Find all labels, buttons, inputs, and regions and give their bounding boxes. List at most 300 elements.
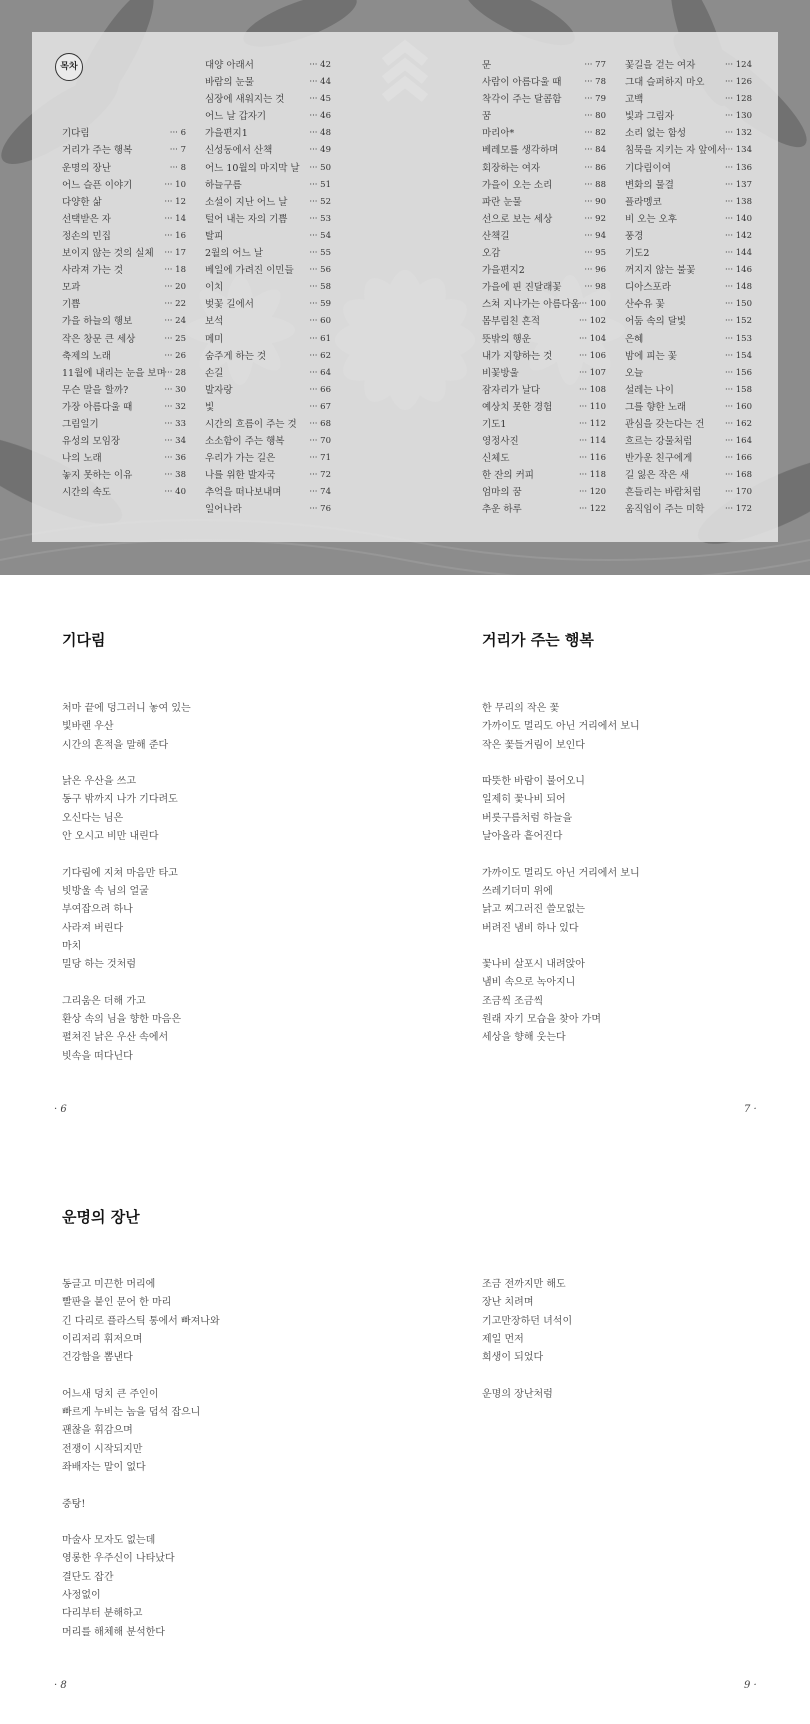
poem-line: 가까이도 멀리도 아닌 거리에서 보니 bbox=[482, 867, 640, 879]
toc-entry-title: 가을편지2 bbox=[482, 265, 525, 277]
toc-entry-title: 반가운 친구에게 bbox=[625, 453, 693, 465]
toc-entry-page: ··· 116 bbox=[578, 453, 606, 464]
toc-entry bbox=[205, 501, 331, 518]
toc-entry bbox=[205, 484, 331, 501]
toc-entry-title: 가을에 핀 진달래꽃 bbox=[482, 282, 562, 294]
poem-line: 낡은 우산을 쓰고 bbox=[62, 776, 136, 788]
toc-entry-page: ··· 64 bbox=[309, 367, 331, 378]
toc-entry bbox=[625, 382, 752, 399]
toc-entry-page: ··· 50 bbox=[309, 162, 331, 173]
stanza-break bbox=[62, 1367, 220, 1385]
poem-line: 빛바랜 우산 bbox=[62, 721, 114, 733]
toc-entry-page: ··· 60 bbox=[309, 316, 331, 327]
toc-entry bbox=[205, 416, 331, 433]
toc-entry-title: 오감 bbox=[482, 248, 501, 260]
toc-entry-title: 스쳐 지나가는 아름다움 bbox=[482, 299, 580, 311]
toc-entry-title: 선택받은 자 bbox=[62, 213, 111, 225]
poem-line: 희생이 되었다 bbox=[482, 1352, 544, 1364]
toc-entry-page: ··· 90 bbox=[584, 196, 606, 207]
toc-entry-page: ··· 32 bbox=[164, 401, 186, 412]
toc-entry-title: 이치 bbox=[205, 282, 224, 294]
toc-entry-page: ··· 56 bbox=[309, 265, 331, 276]
toc-entry bbox=[205, 142, 331, 159]
toc-entry bbox=[625, 91, 752, 108]
toc-entry-title: 꽃길을 걷는 여자 bbox=[625, 60, 696, 71]
toc-entry bbox=[205, 382, 331, 399]
toc-entry-title: 엄마의 꿈 bbox=[482, 487, 522, 499]
toc-entry-page: ··· 96 bbox=[584, 265, 606, 276]
toc-entry bbox=[625, 125, 752, 142]
toc-entry-title: 회장하는 여자 bbox=[482, 162, 541, 174]
toc-entry bbox=[482, 501, 606, 518]
poem-line: 그리움은 더해 가고 bbox=[62, 995, 146, 1007]
toc-entry-page: ··· 120 bbox=[578, 487, 606, 498]
toc-entry-title: 그를 향한 노래 bbox=[625, 401, 687, 413]
toc-entry-title: 털어 내는 자의 기쁨 bbox=[205, 213, 288, 225]
toc-entry-title: 정손의 민집 bbox=[62, 230, 111, 242]
poem-line: 부여잡으려 하나 bbox=[62, 904, 133, 916]
poem-line: 조금씩 조금씩 bbox=[482, 995, 544, 1007]
poem-line: 버릇구름처럼 하늘을 bbox=[482, 812, 573, 824]
toc-entry bbox=[625, 433, 752, 450]
toc-entry-page: ··· 82 bbox=[584, 128, 606, 139]
toc-entry-title: 나를 위한 발자국 bbox=[205, 470, 276, 482]
toc-entry bbox=[62, 348, 186, 365]
toc-entry-page: ··· 78 bbox=[584, 77, 606, 88]
poem-line: 사라져 버린다 bbox=[62, 922, 124, 934]
toc-entry-page: ··· 8 bbox=[169, 162, 186, 173]
toc-entry-page: ··· 52 bbox=[309, 196, 331, 207]
toc-entry-title: 다양한 삶 bbox=[62, 196, 102, 208]
toc-entry-title: 벚꽃 길에서 bbox=[205, 299, 254, 311]
toc-column-4 bbox=[625, 57, 752, 519]
toc-entry bbox=[482, 331, 606, 348]
toc-entry-title: 모과 bbox=[62, 282, 81, 294]
toc-entry-title: 하늘구름 bbox=[205, 179, 242, 191]
toc-entry-title: 산책길 bbox=[482, 230, 510, 242]
toc-entry bbox=[205, 262, 331, 279]
poem-line: 다리부터 분해하고 bbox=[62, 1608, 143, 1620]
poem-line: 가까이도 멀리도 아닌 거리에서 보니 bbox=[482, 721, 640, 733]
toc-entry-title: 2월의 어느 날 bbox=[205, 248, 263, 260]
toc-entry-page: ··· 61 bbox=[309, 333, 331, 344]
poem-line: 낡고 찌그러진 쓸모없는 bbox=[482, 904, 585, 916]
toc-entry bbox=[205, 450, 331, 467]
toc-entry-page: ··· 42 bbox=[309, 60, 331, 70]
toc-entry-page: ··· 118 bbox=[578, 470, 606, 481]
toc-entry bbox=[625, 296, 752, 313]
toc-entry-title: 소소함이 주는 행복 bbox=[205, 436, 285, 448]
toc-entry-title: 내가 지향하는 것 bbox=[482, 350, 553, 362]
toc-entry-page: ··· 142 bbox=[724, 230, 752, 241]
poem-line: 동글고 미끈한 머리에 bbox=[62, 1279, 156, 1290]
stanza-break bbox=[482, 1367, 572, 1385]
toc-entry-title: 빛 bbox=[205, 401, 215, 413]
toc-entry-page: ··· 137 bbox=[724, 179, 752, 190]
poem-line: 마술사 모자도 없는데 bbox=[62, 1535, 156, 1547]
poem-line: 어느새 덩치 큰 주인이 bbox=[62, 1388, 159, 1400]
toc-entry bbox=[625, 399, 752, 416]
toc-entry-page: ··· 7 bbox=[169, 145, 186, 156]
toc-entry-page: ··· 54 bbox=[309, 230, 331, 241]
toc-entry-page: ··· 25 bbox=[164, 333, 186, 344]
toc-entry-page: ··· 33 bbox=[164, 418, 186, 429]
toc-entry-title: 흔들리는 바람처럼 bbox=[625, 487, 702, 499]
toc-entry-title: 축제의 노래 bbox=[62, 350, 111, 362]
toc-entry bbox=[482, 194, 606, 211]
toc-entry-page: ··· 136 bbox=[724, 162, 752, 173]
toc-entry-title: 일어나라 bbox=[205, 504, 242, 516]
toc-entry bbox=[482, 279, 606, 296]
toc-entry-title: 기다림이여 bbox=[625, 162, 671, 174]
toc-entry-title: 추운 하루 bbox=[482, 504, 522, 516]
toc-entry-page: ··· 107 bbox=[578, 367, 606, 378]
toc-entry-title: 문 bbox=[482, 60, 492, 71]
toc-entry bbox=[205, 211, 331, 228]
toc-entry-title: 나의 노래 bbox=[62, 453, 102, 465]
toc-entry-title: 오늘 bbox=[625, 367, 644, 379]
toc-entry-page: ··· 164 bbox=[724, 436, 752, 447]
poem-line: 동구 밖까지 나가 기다려도 bbox=[62, 794, 178, 806]
toc-column-2 bbox=[205, 57, 331, 519]
poem-line: 운명의 장난처럼 bbox=[482, 1388, 553, 1400]
toc-entry-page: ··· 172 bbox=[724, 504, 752, 515]
toc-entry-title: 메미 bbox=[205, 333, 224, 345]
toc-entry-title: 11월에 내리는 눈을 보며 bbox=[62, 367, 166, 379]
toc-entry-title: 그대 슬퍼하지 마오 bbox=[625, 77, 705, 89]
toc-entry-page: ··· 30 bbox=[164, 384, 186, 395]
toc-entry-title: 움직임이 주는 미학 bbox=[625, 504, 705, 516]
toc-entry bbox=[62, 279, 186, 296]
toc-entry-page: ··· 68 bbox=[309, 418, 331, 429]
toc-entry-page: ··· 28 bbox=[164, 367, 186, 378]
toc-entry-title: 어둠 속의 달빛 bbox=[625, 316, 687, 328]
toc-entry-page: ··· 40 bbox=[164, 487, 186, 498]
toc-entry-title: 뜻밖의 행운 bbox=[482, 333, 531, 345]
toc-entry bbox=[482, 467, 606, 484]
toc-entry-title: 베레모를 생각하며 bbox=[482, 145, 559, 157]
toc-entry bbox=[482, 365, 606, 382]
toc-entry-page: ··· 98 bbox=[584, 282, 606, 293]
page-number-9: 9 · bbox=[744, 1680, 757, 1691]
poem-line: 안 오시고 비만 내린다 bbox=[62, 831, 159, 843]
poem-line: 원래 자기 모습을 찾아 가며 bbox=[482, 1014, 601, 1026]
toc-entry bbox=[482, 57, 606, 74]
page-number-7: 7 · bbox=[744, 1104, 757, 1115]
poem-line: 시간의 흔적을 말해 준다 bbox=[62, 739, 169, 751]
toc-entry-page: ··· 88 bbox=[584, 179, 606, 190]
poem-body-georiga-juneun-haengbok bbox=[482, 700, 640, 1048]
toc-entry-title: 가을 하늘의 행보 bbox=[62, 316, 133, 328]
toc-entry bbox=[62, 416, 186, 433]
poem-line: 버려진 냄비 하나 있다 bbox=[482, 922, 579, 934]
toc-entry bbox=[62, 313, 186, 330]
toc-entry-page: ··· 48 bbox=[309, 128, 331, 139]
poem-line: 이리저리 휘저으며 bbox=[62, 1333, 143, 1345]
toc-entry-page: ··· 100 bbox=[578, 299, 606, 310]
toc-entry-title: 유성의 모임장 bbox=[62, 436, 121, 448]
toc-entry-title: 마리아* bbox=[482, 128, 515, 140]
poem-line: 일제히 꽃나비 되어 bbox=[482, 794, 566, 806]
toc-entry bbox=[62, 160, 186, 177]
toc-entry bbox=[62, 467, 186, 484]
toc-entry-title: 작은 창문 큰 세상 bbox=[62, 333, 136, 345]
toc-entry bbox=[625, 194, 752, 211]
toc-entry bbox=[205, 160, 331, 177]
toc-entry-title: 가을이 오는 소리 bbox=[482, 179, 553, 191]
toc-entry-title: 고백 bbox=[625, 94, 644, 106]
toc-entry-page: ··· 160 bbox=[724, 401, 752, 412]
poem-body-unmyeongui-jangnan-continued bbox=[482, 1276, 572, 1404]
toc-entry-title: 착각이 주는 달콤함 bbox=[482, 94, 562, 106]
toc-entry bbox=[625, 484, 752, 501]
toc-entry-page: ··· 22 bbox=[164, 299, 186, 310]
page-number-6: · 6 bbox=[54, 1104, 67, 1115]
toc-entry-page: ··· 49 bbox=[309, 145, 331, 156]
toc-entry bbox=[205, 433, 331, 450]
toc-entry bbox=[482, 142, 606, 159]
toc-entry-page: ··· 38 bbox=[164, 470, 186, 481]
poem-line: 빗방울 속 님의 얼굴 bbox=[62, 885, 149, 897]
toc-entry bbox=[625, 416, 752, 433]
toc-entry-page: ··· 79 bbox=[584, 94, 606, 105]
toc-entry-page: ··· 94 bbox=[584, 230, 606, 241]
toc-entry-page: ··· 36 bbox=[164, 453, 186, 464]
toc-entry-title: 시간의 흐름이 주는 것 bbox=[205, 418, 297, 430]
toc-entry-page: ··· 58 bbox=[309, 282, 331, 293]
stanza-break bbox=[62, 846, 191, 864]
poem-body-unmyeongui-jangnan bbox=[62, 1276, 220, 1642]
toc-entry-title: 풍경 bbox=[625, 230, 644, 242]
toc-entry-page: ··· 112 bbox=[578, 418, 606, 429]
toc-entry-title: 소설이 지난 어느 날 bbox=[205, 196, 288, 208]
toc-entry bbox=[482, 399, 606, 416]
toc-entry bbox=[625, 313, 752, 330]
toc-entry-title: 베일에 가려진 이민들 bbox=[205, 265, 294, 277]
poem-line: 빠르게 누비는 놈을 덥석 잡으니 bbox=[62, 1407, 201, 1419]
poem-line: 밀당 하는 것처럼 bbox=[62, 959, 136, 971]
poem-line: 냄비 속으로 녹아지니 bbox=[482, 977, 576, 989]
toc-entry-page: ··· 124 bbox=[724, 60, 752, 70]
toc-entry-page: ··· 150 bbox=[724, 299, 752, 310]
stanza-break bbox=[62, 1477, 220, 1495]
toc-entry bbox=[625, 57, 752, 74]
poem-line: 처마 끝에 덩그러니 놓여 있는 bbox=[62, 703, 191, 714]
toc-entry-title: 꺼지지 않는 불꽃 bbox=[625, 265, 696, 277]
toc-entry bbox=[62, 365, 186, 382]
toc-entry-title: 신성동에서 산책 bbox=[205, 145, 273, 157]
toc-entry bbox=[482, 228, 606, 245]
toc-column-3 bbox=[482, 57, 606, 519]
toc-entry bbox=[205, 125, 331, 142]
stanza-break bbox=[482, 755, 640, 773]
poem-body-gidarim bbox=[62, 700, 191, 1066]
toc-entry bbox=[625, 228, 752, 245]
toc-entry-title: 어느 슬픈 이야기 bbox=[62, 179, 133, 191]
poem-line: 괜찮을 휘감으며 bbox=[62, 1425, 133, 1437]
toc-entry-page: ··· 138 bbox=[724, 196, 752, 207]
toc-entry-page: ··· 146 bbox=[724, 265, 752, 276]
poem-title-gidarim: 기다림 bbox=[62, 631, 106, 649]
toc-entry-page: ··· 110 bbox=[578, 401, 606, 412]
stanza-break bbox=[62, 755, 191, 773]
toc-entry-page: ··· 26 bbox=[164, 350, 186, 361]
toc-entry bbox=[625, 450, 752, 467]
toc-entry bbox=[625, 245, 752, 262]
toc-entry-title: 비 오는 오후 bbox=[625, 213, 677, 225]
toc-entry-title: 어느 날 갑자기 bbox=[205, 111, 267, 123]
toc-entry-title: 사람이 아름다울 때 bbox=[482, 77, 562, 89]
poem-line: 긴 다리로 플라스틱 통에서 빠져나와 bbox=[62, 1315, 220, 1327]
toc-entry bbox=[482, 177, 606, 194]
toc-entry-page: ··· 62 bbox=[309, 350, 331, 361]
toc-entry bbox=[482, 416, 606, 433]
poem-line: 기고만장하던 녀석이 bbox=[482, 1315, 573, 1327]
toc-entry-page: ··· 102 bbox=[578, 316, 606, 327]
toc-entry-title: 사라져 가는 것 bbox=[62, 265, 124, 277]
toc-entry-page: ··· 166 bbox=[724, 453, 752, 464]
toc-entry bbox=[625, 348, 752, 365]
toc-entry-page: ··· 156 bbox=[724, 367, 752, 378]
toc-entry bbox=[205, 177, 331, 194]
poem-line: 좌배자는 말이 없다 bbox=[62, 1461, 146, 1473]
toc-entry bbox=[625, 365, 752, 382]
toc-entry bbox=[482, 313, 606, 330]
poem-line: 장난 치려며 bbox=[482, 1297, 534, 1309]
toc-entry-title: 보석 bbox=[205, 316, 224, 328]
toc-entry bbox=[205, 91, 331, 108]
toc-entry bbox=[205, 228, 331, 245]
toc-entry-page: ··· 158 bbox=[724, 384, 752, 395]
toc-entry-page: ··· 74 bbox=[309, 487, 331, 498]
toc-entry-title: 어느 10월의 마지막 날 bbox=[205, 162, 300, 174]
poem-line: 머리를 해체해 분석한다 bbox=[62, 1626, 165, 1638]
toc-entry bbox=[62, 211, 186, 228]
toc-entry-page: ··· 128 bbox=[724, 94, 752, 105]
toc-entry-title: 운명의 장난 bbox=[62, 162, 111, 174]
toc-entry-title: 잠자리가 날다 bbox=[482, 384, 541, 396]
toc-entry bbox=[205, 74, 331, 91]
toc-section bbox=[0, 0, 810, 575]
poem-line: 오신다는 님은 bbox=[62, 812, 124, 824]
toc-entry-title: 탈피 bbox=[205, 230, 224, 242]
toc-entry bbox=[62, 382, 186, 399]
toc-entry-page: ··· 122 bbox=[578, 504, 606, 515]
toc-entry-title: 손길 bbox=[205, 367, 224, 379]
toc-entry bbox=[205, 348, 331, 365]
toc-entry-title: 가장 아름다울 때 bbox=[62, 401, 133, 413]
toc-entry bbox=[482, 433, 606, 450]
toc-entry-page: ··· 106 bbox=[578, 350, 606, 361]
toc-entry bbox=[62, 296, 186, 313]
toc-entry bbox=[205, 331, 331, 348]
toc-entry-page: ··· 170 bbox=[724, 487, 752, 498]
toc-entry-title: 소리 없는 함성 bbox=[625, 128, 687, 140]
toc-entry-title: 가을편지1 bbox=[205, 128, 248, 140]
toc-entry-title: 빛과 그림자 bbox=[625, 111, 674, 123]
toc-entry-title: 바람의 눈물 bbox=[205, 77, 254, 89]
toc-entry-title: 심장에 새워지는 것 bbox=[205, 94, 285, 106]
toc-entry bbox=[482, 160, 606, 177]
toc-entry-title: 보이지 않는 것의 실체 bbox=[62, 248, 154, 260]
toc-entry bbox=[205, 279, 331, 296]
toc-entry bbox=[205, 296, 331, 313]
poem-line: 작은 꽃들거림이 보인다 bbox=[482, 739, 585, 751]
stanza-break bbox=[62, 1514, 220, 1532]
toc-entry-title: 신체도 bbox=[482, 453, 510, 465]
poem-line: 꽃나비 살포시 내려앉아 bbox=[482, 959, 585, 971]
toc-entry bbox=[625, 177, 752, 194]
toc-entry bbox=[625, 501, 752, 518]
toc-entry-page: ··· 53 bbox=[309, 213, 331, 224]
toc-entry-page: ··· 12 bbox=[164, 196, 186, 207]
toc-entry-title: 우리가 가는 길은 bbox=[205, 453, 276, 465]
toc-entry bbox=[62, 142, 186, 159]
toc-entry-page: ··· 108 bbox=[578, 384, 606, 395]
toc-entry bbox=[482, 91, 606, 108]
toc-entry-page: ··· 16 bbox=[164, 230, 186, 241]
toc-entry bbox=[625, 108, 752, 125]
toc-entry bbox=[482, 348, 606, 365]
toc-entry-page: ··· 71 bbox=[309, 453, 331, 464]
toc-entry bbox=[62, 331, 186, 348]
poem-line: 조금 전까지만 해도 bbox=[482, 1279, 566, 1290]
toc-entry-page: ··· 92 bbox=[584, 213, 606, 224]
toc-entry bbox=[62, 484, 186, 501]
toc-entry-title: 흐르는 강물처럼 bbox=[625, 436, 693, 448]
toc-entry-page: ··· 104 bbox=[578, 333, 606, 344]
toc-entry bbox=[205, 313, 331, 330]
toc-entry bbox=[482, 262, 606, 279]
poem-title-unmyeongui-jangnan: 운명의 장난 bbox=[62, 1208, 140, 1226]
toc-entry-title: 기도1 bbox=[482, 418, 507, 430]
poem-line: 결단도 잡간 bbox=[62, 1571, 114, 1583]
toc-entry-title: 추억을 떠나보내며 bbox=[205, 487, 282, 499]
toc-entry-page: ··· 59 bbox=[309, 299, 331, 310]
toc-entry-page: ··· 72 bbox=[309, 470, 331, 481]
toc-entry-page: ··· 67 bbox=[309, 401, 331, 412]
toc-entry-page: ··· 95 bbox=[584, 248, 606, 259]
poem-line: 한 무리의 작은 꽃 bbox=[482, 703, 560, 714]
toc-entry bbox=[625, 262, 752, 279]
poem-line: 마치 bbox=[62, 940, 82, 952]
page-number-8: · 8 bbox=[54, 1680, 67, 1691]
toc-entry-title: 설레는 나이 bbox=[625, 384, 674, 396]
toc-entry-page: ··· 46 bbox=[309, 111, 331, 122]
toc-entry-title: 기쁨 bbox=[62, 299, 81, 311]
toc-entry-page: ··· 14 bbox=[164, 213, 186, 224]
toc-entry bbox=[482, 245, 606, 262]
toc-entry bbox=[205, 108, 331, 125]
toc-entry-page: ··· 80 bbox=[584, 111, 606, 122]
toc-entry bbox=[205, 57, 331, 74]
poem-line: 환상 속의 님을 향한 마음은 bbox=[62, 1014, 181, 1026]
toc-entry bbox=[62, 262, 186, 279]
toc-entry-title: 기다림 bbox=[62, 128, 90, 140]
toc-entry-page: ··· 77 bbox=[584, 60, 606, 70]
toc-badge: 목차 bbox=[55, 53, 83, 81]
toc-entry bbox=[482, 382, 606, 399]
toc-entry-page: ··· 24 bbox=[164, 316, 186, 327]
toc-entry-title: 예상치 못한 경험 bbox=[482, 401, 553, 413]
toc-column-1 bbox=[62, 57, 186, 501]
poem-line: 건강함을 뽐낸다 bbox=[62, 1352, 133, 1364]
toc-entry-title: 영정사진 bbox=[482, 436, 519, 448]
poem-line: 기다림에 지쳐 마음만 타고 bbox=[62, 867, 178, 879]
poem-line: 빗속을 떠다닌다 bbox=[62, 1050, 133, 1062]
toc-entry bbox=[205, 245, 331, 262]
toc-entry-title: 비꽃방울 bbox=[482, 367, 519, 379]
